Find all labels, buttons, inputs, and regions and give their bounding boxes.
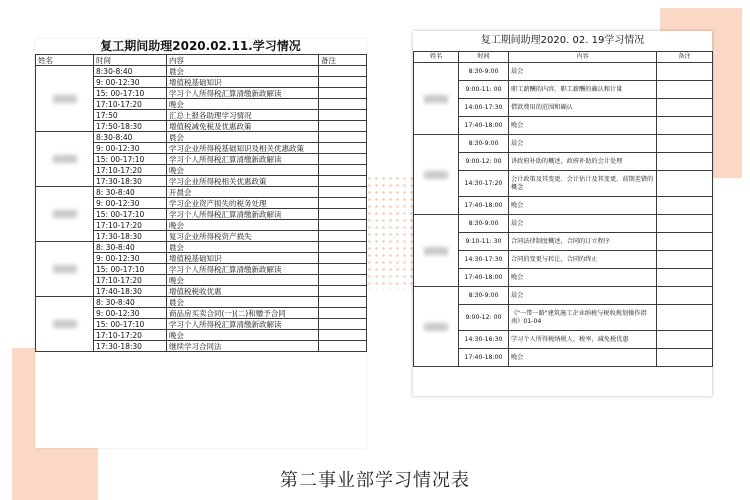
note-cell (657, 251, 713, 269)
time-cell: 17:40-18:00 (459, 269, 509, 287)
note-cell (319, 143, 367, 154)
note-cell (319, 187, 367, 198)
redacted-name-cell (36, 297, 94, 352)
redacted-name-cell (36, 187, 94, 242)
content-cell: 晨会 (167, 132, 319, 143)
redacted-name (424, 95, 448, 103)
content-cell: 晨会 (509, 135, 657, 153)
content-cell: 晚会 (509, 349, 657, 367)
time-cell: 17:50 (94, 110, 167, 121)
content-cell: 复习企业所得税资产损失 (167, 231, 319, 242)
note-cell (657, 117, 713, 135)
table-row (414, 349, 713, 367)
redacted-name (53, 155, 77, 163)
note-cell (657, 269, 713, 287)
time-cell: 17:10-17:20 (94, 275, 167, 286)
time-cell: 15: 00-17:10 (94, 264, 167, 275)
note-cell (319, 209, 367, 220)
note-cell (319, 308, 367, 319)
content-cell: 商品房买卖合同(一)(二)和赠予合同 (167, 308, 319, 319)
note-cell (319, 220, 367, 231)
redacted-name-cell (36, 132, 94, 187)
time-cell: 17:30-18:30 (94, 176, 167, 187)
table-row (414, 117, 713, 135)
redacted-name (53, 320, 77, 328)
time-cell: 8:30-9:00 (459, 63, 509, 81)
table-row (414, 215, 713, 233)
content-cell: 晚会 (509, 197, 657, 215)
content-cell: 继续学习合同法 (167, 341, 319, 352)
time-cell: 17:10-17:20 (94, 99, 167, 110)
time-cell: 9: 00-12:30 (94, 198, 167, 209)
time-cell: 8: 30-8:40 (94, 297, 167, 308)
table-row (36, 132, 367, 143)
content-cell: 晚会 (509, 269, 657, 287)
time-cell: 17:10-17:20 (94, 330, 167, 341)
time-cell: 9: 00-12:30 (94, 308, 167, 319)
note-cell (319, 121, 367, 132)
content-cell: 学习个人所得税汇算清缴新政解读 (167, 209, 319, 220)
header-name: 姓名 (414, 52, 459, 63)
table-row (36, 297, 367, 308)
content-cell: 晚会 (167, 330, 319, 341)
time-cell: 9: 00-12:30 (94, 143, 167, 154)
time-cell: 15: 00-17:10 (94, 88, 167, 99)
content-cell: 增值税减免税及优惠政策 (167, 121, 319, 132)
table-row (414, 287, 713, 305)
content-cell: 讲政府补助的概述，政府补助的会计处理 (509, 153, 657, 171)
note-cell (319, 88, 367, 99)
redacted-name (424, 247, 448, 255)
table-row (414, 331, 713, 349)
note-cell (319, 341, 367, 352)
content-cell: 学习个人所得税汇算清缴新政解读 (167, 264, 319, 275)
header-content: 内容 (167, 55, 319, 66)
note-cell (657, 99, 713, 117)
page-caption: 第二事业部学习情况表 (280, 470, 470, 491)
content-cell: 职工薪酬的内容、职工薪酬的确认和计量 (509, 81, 657, 99)
table-row (414, 269, 713, 287)
content-cell: 晨会 (167, 242, 319, 253)
note-cell (657, 305, 713, 331)
note-cell (657, 215, 713, 233)
study-table (413, 51, 713, 367)
time-cell: 9:00-12: 00 (459, 305, 509, 331)
header-time: 时间 (459, 52, 509, 63)
note-cell (319, 99, 367, 110)
note-cell (319, 264, 367, 275)
note-cell (319, 297, 367, 308)
content-cell: 学习个人所得税纳税人、税率、减免税优惠 (509, 331, 657, 349)
note-cell (657, 81, 713, 99)
content-cell: 晚会 (167, 220, 319, 231)
time-cell: 15: 00-17:10 (94, 209, 167, 220)
table-row (36, 242, 367, 253)
time-cell: 8: 30-8:40 (94, 187, 167, 198)
note-cell (657, 331, 713, 349)
content-cell: 晨会 (509, 215, 657, 233)
time-cell: 17:10-17:20 (94, 220, 167, 231)
content-cell: 借款费用的范围和确认 (509, 99, 657, 117)
note-cell (319, 275, 367, 286)
content-cell: 学习企业所得税基础知识及相关优惠政策 (167, 143, 319, 154)
note-cell (657, 233, 713, 251)
time-cell: 17:40-18:00 (459, 197, 509, 215)
time-cell: 17:50-18:30 (94, 121, 167, 132)
table-row (414, 251, 713, 269)
note-cell (319, 77, 367, 88)
note-cell (319, 242, 367, 253)
content-cell: 增值税基础知识 (167, 77, 319, 88)
sheet-title: 复工期间助理2020.02.11.学习情况 (100, 39, 301, 53)
note-cell (319, 66, 367, 77)
note-cell (319, 231, 367, 242)
table-row (36, 66, 367, 77)
table-row (414, 99, 713, 117)
redacted-name-cell (414, 63, 459, 135)
header-time: 时间 (94, 55, 167, 66)
note-cell (319, 132, 367, 143)
table-header-row (414, 52, 713, 63)
note-cell (657, 197, 713, 215)
table-row (414, 197, 713, 215)
sheet-title: 复工期间助理2020. 02. 19学习情况 (480, 35, 645, 46)
time-cell: 8:30-8:40 (94, 66, 167, 77)
content-cell: 学习个人所得税汇算清缴新政解读 (167, 88, 319, 99)
content-cell: 开晨会 (167, 187, 319, 198)
table-header-row (36, 55, 367, 66)
study-sheet-0211 (35, 39, 366, 448)
time-cell: 8:30-9:00 (459, 287, 509, 305)
note-cell (319, 176, 367, 187)
note-cell (319, 154, 367, 165)
redacted-name (53, 210, 77, 218)
time-cell: 17:30-18:30 (94, 341, 167, 352)
note-cell (657, 153, 713, 171)
redacted-name (424, 171, 448, 179)
time-cell: 14:30-17:30 (459, 251, 509, 269)
content-cell: 学习个人所得税汇算清缴新政解读 (167, 319, 319, 330)
note-cell (657, 349, 713, 367)
redacted-name-cell (414, 135, 459, 215)
table-row (414, 81, 713, 99)
time-cell: 8:30-9:00 (459, 135, 509, 153)
redacted-name-cell (414, 215, 459, 287)
note-cell (319, 110, 367, 121)
time-cell: 15: 00-17:10 (94, 319, 167, 330)
study-sheet-0219 (413, 31, 712, 396)
content-cell: 晨会 (167, 66, 319, 77)
content-cell: 晨会 (509, 63, 657, 81)
content-cell: 合同的变更与转让，合同的终止 (509, 251, 657, 269)
content-cell: 汇总上报各助理学习情况 (167, 110, 319, 121)
table-row (414, 233, 713, 251)
note-cell (657, 135, 713, 153)
time-cell: 17:10-17:20 (94, 165, 167, 176)
time-cell: 9: 00-12:30 (94, 77, 167, 88)
study-table (35, 54, 367, 352)
time-cell: 17:30-18:30 (94, 231, 167, 242)
time-cell: 17:40-18:30 (94, 286, 167, 297)
content-cell: 学习企业资产损失的税务处理 (167, 198, 319, 209)
note-cell (319, 319, 367, 330)
time-cell: 8:30-9:00 (459, 215, 509, 233)
content-cell: 增值税税收优惠 (167, 286, 319, 297)
time-cell: 9:00-12: 00 (459, 153, 509, 171)
note-cell (657, 287, 713, 305)
table-row (414, 153, 713, 171)
table-row (414, 171, 713, 197)
time-cell: 9:00-11: 00 (459, 81, 509, 99)
content-cell: 晚会 (167, 99, 319, 110)
table-row (36, 187, 367, 198)
content-cell: 学习企业所得税相关优惠政策 (167, 176, 319, 187)
content-cell: 晚会 (509, 117, 657, 135)
time-cell: 9: 00-12:30 (94, 253, 167, 264)
note-cell (657, 171, 713, 197)
content-cell: 学习个人所得税汇算清缴新政解读 (167, 154, 319, 165)
header-name: 姓名 (36, 55, 94, 66)
header-note: 备注 (657, 52, 713, 63)
content-cell: 《"一带一路"建筑施工企业纳税与税收规划操作指南》01-04 (509, 305, 657, 331)
redacted-name-cell (414, 287, 459, 367)
note-cell (319, 330, 367, 341)
time-cell: 14:30-17:20 (459, 171, 509, 197)
content-cell: 合同法律制度概述，合同的订立程序 (509, 233, 657, 251)
time-cell: 9:10-11: 30 (459, 233, 509, 251)
redacted-name (53, 265, 77, 273)
time-cell: 14:30-16:30 (459, 331, 509, 349)
header-content: 内容 (509, 52, 657, 63)
table-row (414, 63, 713, 81)
content-cell: 晨会 (509, 287, 657, 305)
content-cell: 晚会 (167, 165, 319, 176)
time-cell: 14:00-17:30 (459, 99, 509, 117)
table-row (414, 305, 713, 331)
time-cell: 17:40-18:00 (459, 117, 509, 135)
content-cell: 增值税基础知识 (167, 253, 319, 264)
note-cell (319, 165, 367, 176)
time-cell: 8: 30-8:40 (94, 242, 167, 253)
content-cell: 晚会 (167, 275, 319, 286)
header-note: 备注 (319, 55, 367, 66)
redacted-name-cell (36, 66, 94, 132)
note-cell (319, 198, 367, 209)
redacted-name-cell (36, 242, 94, 297)
redacted-name (424, 323, 448, 331)
note-cell (319, 286, 367, 297)
note-cell (657, 63, 713, 81)
time-cell: 8:30-8:40 (94, 132, 167, 143)
note-cell (319, 253, 367, 264)
table-row (414, 135, 713, 153)
content-cell: 会计政策及其变更、会计估计及其变更、前期差错的概念 (509, 171, 657, 197)
time-cell: 17:40-18:00 (459, 349, 509, 367)
time-cell: 15: 00-17:10 (94, 154, 167, 165)
content-cell: 晨会 (167, 297, 319, 308)
redacted-name (53, 95, 77, 103)
